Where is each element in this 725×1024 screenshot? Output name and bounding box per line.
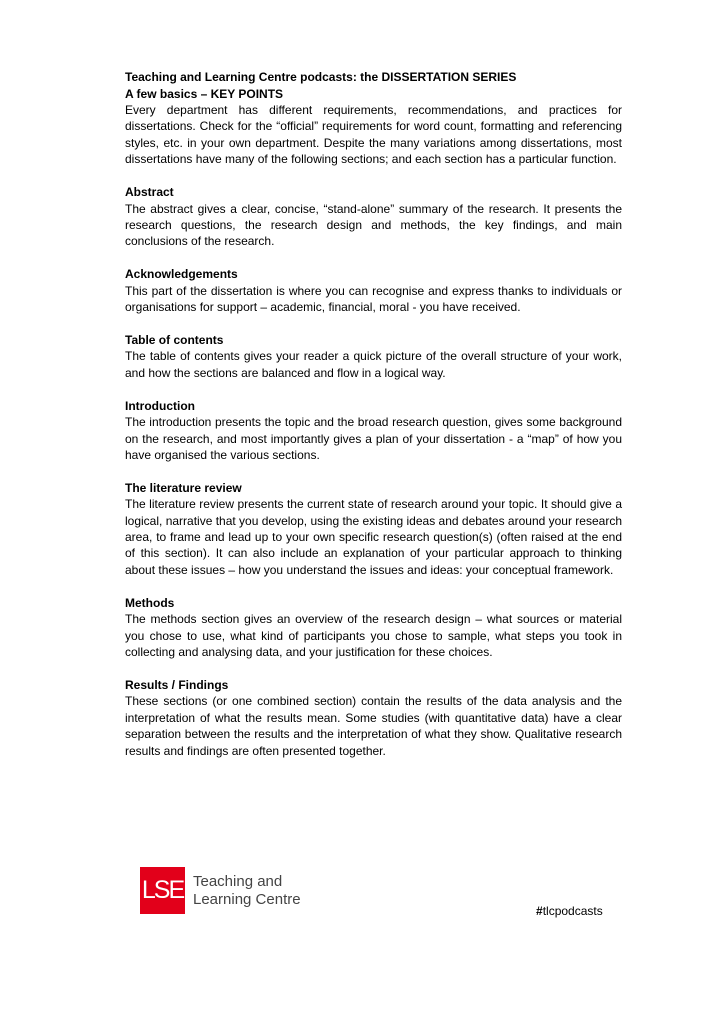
section-results-findings (125, 677, 622, 759)
section-heading: Methods (125, 595, 175, 610)
intro-paragraph: Every department has different requirements, recommendations, and practices for dissertations. Check for the “official” requirements for word count, formatting and referencing styles, etc. in your own department. Despite the many variations among dissertations, most dissertations have many of the following sections; and each section has a particular function. (125, 103, 622, 167)
lse-logo-mark: LSE (140, 867, 185, 914)
hashtag (536, 904, 603, 918)
document-title: Teaching and Learning Centre podcasts: the DISSERTATION SERIES (125, 70, 517, 84)
document-body (125, 69, 622, 759)
section-text: The abstract gives a clear, concise, “stand-alone” summary of the research. It presents the research questions, the research design and methods, the key findings, and main conclusions of the research. (125, 201, 622, 249)
section-heading: Abstract (125, 185, 174, 200)
section-table-of-contents (125, 332, 622, 381)
section-acknowledgements (125, 266, 622, 315)
section-text: This part of the dissertation is where you can recognise and express thanks to individuals or organisations for support – academic, financial, moral - you have received. (125, 283, 622, 315)
section-literature-review (125, 480, 622, 578)
logo-text-line2: Learning Centre (193, 890, 301, 908)
section-text: The introduction presents the topic and the broad research question, gives some background on the research, and most importantly gives a plan of your dissertation - a “map” of how you have organised the various sections. (125, 415, 622, 462)
section-heading: Table of contents (125, 332, 224, 347)
section-heading: Acknowledgements (125, 267, 238, 282)
section-text: The literature review presents the current state of research around your topic. It should give a logical, narrative that you develop, using the existing ideas and debates around your research area, to frame and lead up to your own specific research question(s) (often raised at the end of this section). It can also include an explanation of your particular approach to thinking about these issues – how you understand the issues and ideas: your conceptual framework. (125, 497, 622, 577)
section-heading: The literature review (125, 480, 242, 495)
section-text: These sections (or one combined section) contain the results of the data analysis and the interpretation of what the results mean. Some studies (with quantitative data) have a clear separation between the results and the interpretation of what they show. Qualitative research results and findings are often presented together. (125, 694, 622, 758)
section-heading: Introduction (125, 398, 195, 413)
document-subtitle: A few basics – KEY POINTS (125, 86, 284, 101)
section-methods (125, 595, 622, 661)
hashtag-symbol: # (536, 904, 543, 918)
section-abstract (125, 184, 622, 250)
hashtag-text: tlcpodcasts (542, 904, 603, 918)
section-introduction (125, 398, 622, 464)
lse-tlc-logo (140, 867, 301, 914)
logo-text (193, 873, 301, 909)
document-header (125, 69, 622, 102)
section-heading: Results / Findings (125, 677, 229, 692)
section-text: The methods section gives an overview of the research design – what sources or material you chose to use, what kind of participants you chose to sample, what steps you took in collecting and analysing data, and your justification for these choices. (125, 612, 622, 659)
logo-text-line1: Teaching and (193, 872, 283, 890)
section-text: The table of contents gives your reader a quick picture of the overall structure of your work, and how the sections are balanced and flow in a logical way. (125, 349, 622, 380)
